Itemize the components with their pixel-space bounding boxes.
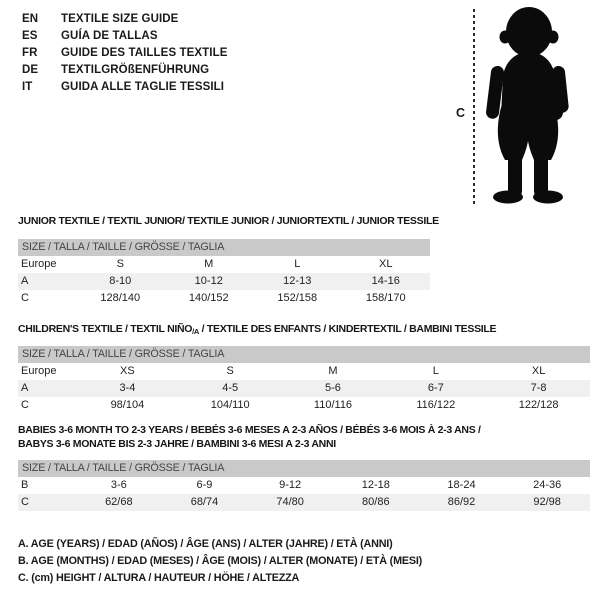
children-table: [18, 346, 590, 414]
size-header-bar: SIZE / TALLA / TAILLE / GRÖSSE / TAGLIA: [18, 460, 590, 477]
language-code: EN: [22, 13, 39, 25]
height-value: 92/98: [533, 496, 561, 508]
height-value: 68/74: [190, 496, 219, 508]
size-value: L: [294, 258, 301, 270]
language-title: TEXTILGRÖßENFÜHRUNG: [61, 64, 210, 76]
months-value: 18-24: [447, 479, 476, 491]
table-row-europe: [18, 256, 430, 273]
children-title-sub: /A: [192, 327, 200, 336]
height-value: 62/68: [105, 496, 133, 508]
height-measure-label: C: [456, 106, 466, 120]
table-row-europe: [18, 363, 590, 380]
height-value: 74/80: [276, 496, 304, 508]
footnote-age-months: B. AGE (MONTHS) / EDAD (MESES) / ÂGE (MOIS) / ALTER (MONATE) / ETÀ (MESI): [18, 555, 423, 567]
height-measure-line: [473, 9, 475, 207]
junior-table-title: JUNIOR TEXTILE / TEXTIL JUNIOR/ TEXTILE JUNIOR / JUNIORTEXTIL / JUNIOR TESSILE: [18, 215, 439, 227]
row-label: A: [21, 382, 29, 394]
height-value: 110/116: [313, 399, 353, 411]
row-label: C: [21, 496, 29, 508]
footnote-height-cm: C. (cm) HEIGHT / ALTURA / HAUTEUR / HÖHE / ALTEZZA: [18, 572, 300, 584]
language-row-it: [22, 79, 228, 96]
language-row-es: [22, 28, 228, 45]
height-value: 104/110: [210, 399, 250, 411]
age-value: 5-6: [325, 382, 341, 394]
months-value: 24-36: [533, 479, 562, 491]
size-value: S: [226, 365, 234, 377]
language-code: DE: [22, 64, 39, 76]
height-value: 98/104: [110, 399, 145, 411]
months-value: 6-9: [196, 479, 213, 491]
row-label: C: [21, 399, 29, 411]
table-row-height: [18, 290, 430, 307]
children-table-title: [18, 323, 496, 335]
row-label: Europe: [21, 258, 57, 270]
table-row-height: [18, 494, 590, 511]
babies-table: [18, 460, 590, 511]
language-title-list: [22, 11, 228, 96]
language-code: FR: [22, 47, 38, 59]
height-value: 116/122: [416, 399, 456, 411]
size-header-bar: SIZE / TALLA / TAILLE / GRÖSSE / TAGLIA: [18, 239, 430, 256]
children-title-post: / TEXTILE DES ENFANTS / KINDERTEXTIL / BAMBINI TESSILE: [199, 323, 497, 335]
height-value: 140/152: [188, 292, 229, 304]
table-row-age: [18, 273, 430, 290]
height-value: 86/92: [447, 496, 476, 508]
children-title-pre: CHILDREN'S TEXTILE / TEXTIL NIÑO: [18, 323, 193, 335]
age-value: 7-8: [530, 382, 547, 394]
junior-table: [18, 239, 430, 307]
size-value: M: [328, 365, 338, 377]
height-value: 122/128: [518, 399, 559, 411]
months-value: 12-18: [361, 479, 390, 491]
language-title: GUIDE DES TAILLES TEXTILE: [61, 47, 228, 59]
language-row-fr: [22, 45, 228, 62]
size-value: S: [116, 258, 124, 270]
footnote-age-years: A. AGE (YEARS) / EDAD (AÑOS) / ÂGE (ANS) / ALTER (JAHRE) / ETÀ (ANNI): [18, 538, 393, 550]
language-title: TEXTILE SIZE GUIDE: [61, 13, 179, 25]
legend-footnotes: [18, 536, 422, 587]
size-value: XL: [379, 258, 393, 270]
language-code: ES: [22, 30, 38, 42]
row-label: Europe: [21, 365, 57, 377]
row-label: A: [21, 275, 29, 287]
months-value: 3-6: [110, 479, 127, 491]
months-value: 9-12: [279, 479, 302, 491]
row-label: C: [21, 292, 29, 304]
toddler-silhouette-icon: [483, 6, 573, 206]
age-value: 3-4: [119, 382, 136, 394]
language-row-de: [22, 62, 228, 79]
size-value: XL: [531, 365, 546, 377]
language-title: GUIDA ALLE TAGLIE TESSILI: [61, 81, 225, 93]
babies-title-line2: BABYS 3-6 MONATE BIS 2-3 JAHRE / BAMBINI 3-6 MESI A 2-3 ANNI: [18, 438, 336, 450]
size-value: XS: [120, 365, 135, 377]
size-header-bar: SIZE / TALLA / TAILLE / GRÖSSE / TAGLIA: [18, 346, 590, 363]
age-value: 6-7: [427, 382, 444, 394]
age-value: 12-13: [283, 275, 312, 287]
babies-title-line1: BABIES 3-6 MONTH TO 2-3 YEARS / BEBÉS 3-6 MESES A 2-3 AÑOS / BÉBÉS 3-6 MOIS À 2-3 ANS /: [18, 424, 481, 436]
language-title: GUÍA DE TALLAS: [61, 30, 158, 42]
babies-table-title: [18, 423, 481, 451]
row-label: B: [21, 479, 29, 491]
size-value: M: [204, 258, 214, 270]
age-value: 10-12: [194, 275, 223, 287]
age-value: 8-10: [109, 275, 132, 287]
height-value: 152/158: [277, 292, 318, 304]
language-code: IT: [22, 81, 33, 93]
table-row-height: [18, 397, 590, 414]
table-row-age: [18, 380, 590, 397]
age-value: 4-5: [222, 382, 239, 394]
height-value: 158/170: [365, 292, 406, 304]
table-row-months: [18, 477, 590, 494]
language-row-en: [22, 11, 228, 28]
size-value: L: [432, 365, 439, 377]
height-value: 80/86: [362, 496, 390, 508]
age-value: 14-16: [371, 275, 400, 287]
height-value: 128/140: [100, 292, 141, 304]
